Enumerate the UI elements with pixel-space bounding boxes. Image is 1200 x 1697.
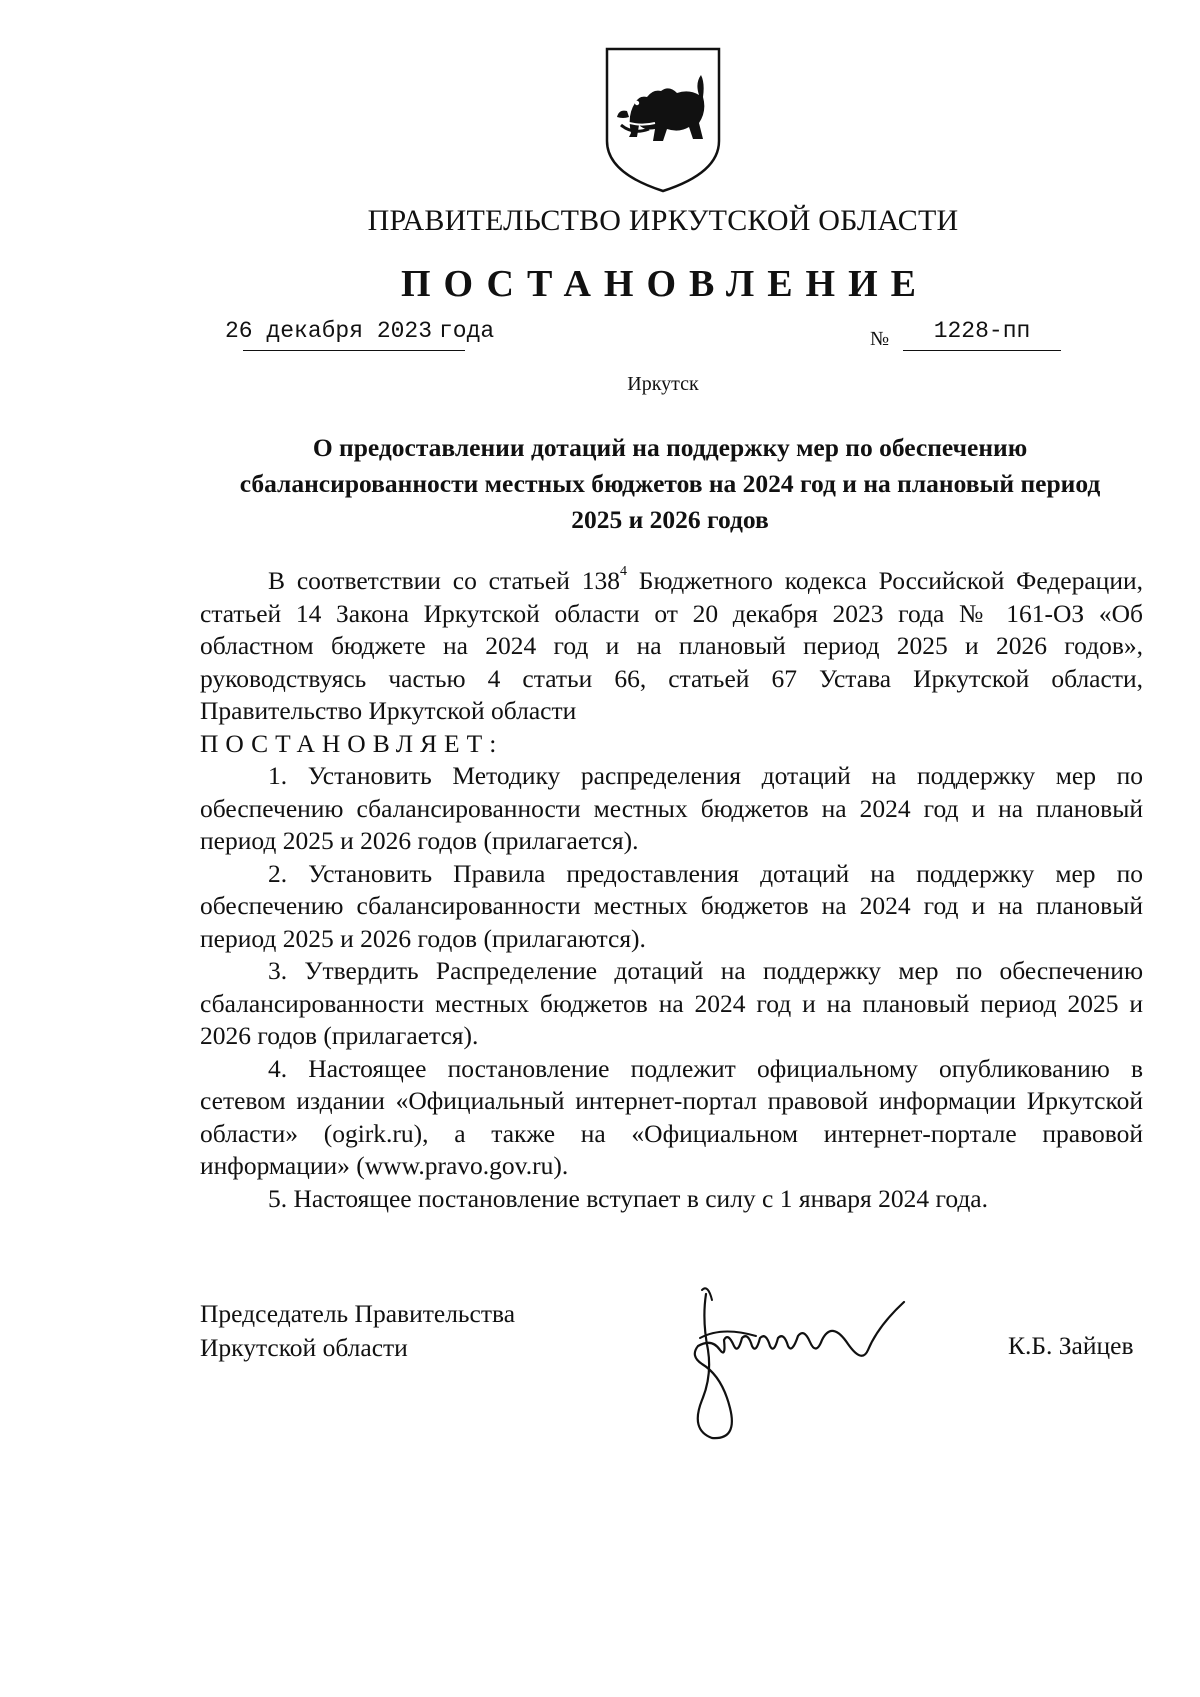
document-date: [225, 318, 495, 351]
document-type: ПОСТАНОВЛЕНИЕ: [400, 263, 930, 305]
list-item: 4. Настоящее постановление подлежит официальному опубликованию в сетевом издании «Официальный интернет-портал правовой информации Иркутской области» (ogirk.ru), а также на «Официальном интернет-портале правовой информации» (www.pravo.gov.ru).: [200, 1053, 1143, 1180]
signatory-role-line: Иркутской области: [200, 1333, 408, 1362]
preamble-text-end: Бюджетного кодекса Российской Федерации, статьей 14 Закона Иркутской области от 20 декабря 2023 года № 161-ОЗ «Об областном бюджете на 2024 год и на плановый период 2025 и 2026 годов», руководствуясь частью 4 статьи 66, статьей 67 Устава Иркутской области, Правительство Иркутской области: [200, 566, 1143, 725]
date-suffix: года: [439, 318, 495, 344]
preamble-paragraph: [200, 565, 1143, 728]
signatory-name: К.Б. Зайцев: [1008, 1331, 1134, 1360]
document-body: [200, 565, 1143, 1215]
list-item: 3. Утвердить Распределение дотаций на поддержку мер по обеспечению сбалансированности местных бюджетов на 2024 год и на плановый период 2025 и 2026 годов (прилагается).: [200, 956, 1143, 1050]
date-value: 26 декабря 2023: [225, 318, 433, 344]
list-item: 5. Настоящее постановление вступает в силу с 1 января 2024 года.: [268, 1183, 989, 1213]
coat-of-arms-icon: [603, 45, 723, 195]
document-title: О предоставлении дотаций на поддержку мер по обеспечению сбалансированности местных бюджетов на 2024 год и на плановый период 2025 и 2026 годов: [239, 433, 1101, 534]
document-city: Иркутск: [627, 373, 699, 395]
signatory-role: [200, 1297, 515, 1365]
handwritten-signature-icon: [672, 1280, 962, 1445]
number-sign: №: [870, 328, 890, 350]
preamble-text-start: В соответствии со статьей 138: [268, 566, 620, 595]
signatory-role-line: Председатель Правительства: [200, 1299, 516, 1328]
article-superscript: 4: [619, 564, 627, 579]
document-number: 1228-пп: [903, 318, 1061, 351]
list-item: 1. Установить Методику распределения дотаций на поддержку мер по обеспечению сбалансированности местных бюджетов на 2024 год и на плановый период 2025 и 2026 годов (прилагается).: [200, 761, 1143, 855]
resolves-heading: ПОСТАНОВЛЯЕТ:: [200, 728, 504, 758]
list-item: 2. Установить Правила предоставления дотаций на поддержку мер по обеспечению сбалансированности местных бюджетов на 2024 год и на плановый период 2025 и 2026 годов (прилагаются).: [200, 858, 1143, 953]
organization-name: ПРАВИТЕЛЬСТВО ИРКУТСКОЙ ОБЛАСТИ: [367, 204, 959, 237]
